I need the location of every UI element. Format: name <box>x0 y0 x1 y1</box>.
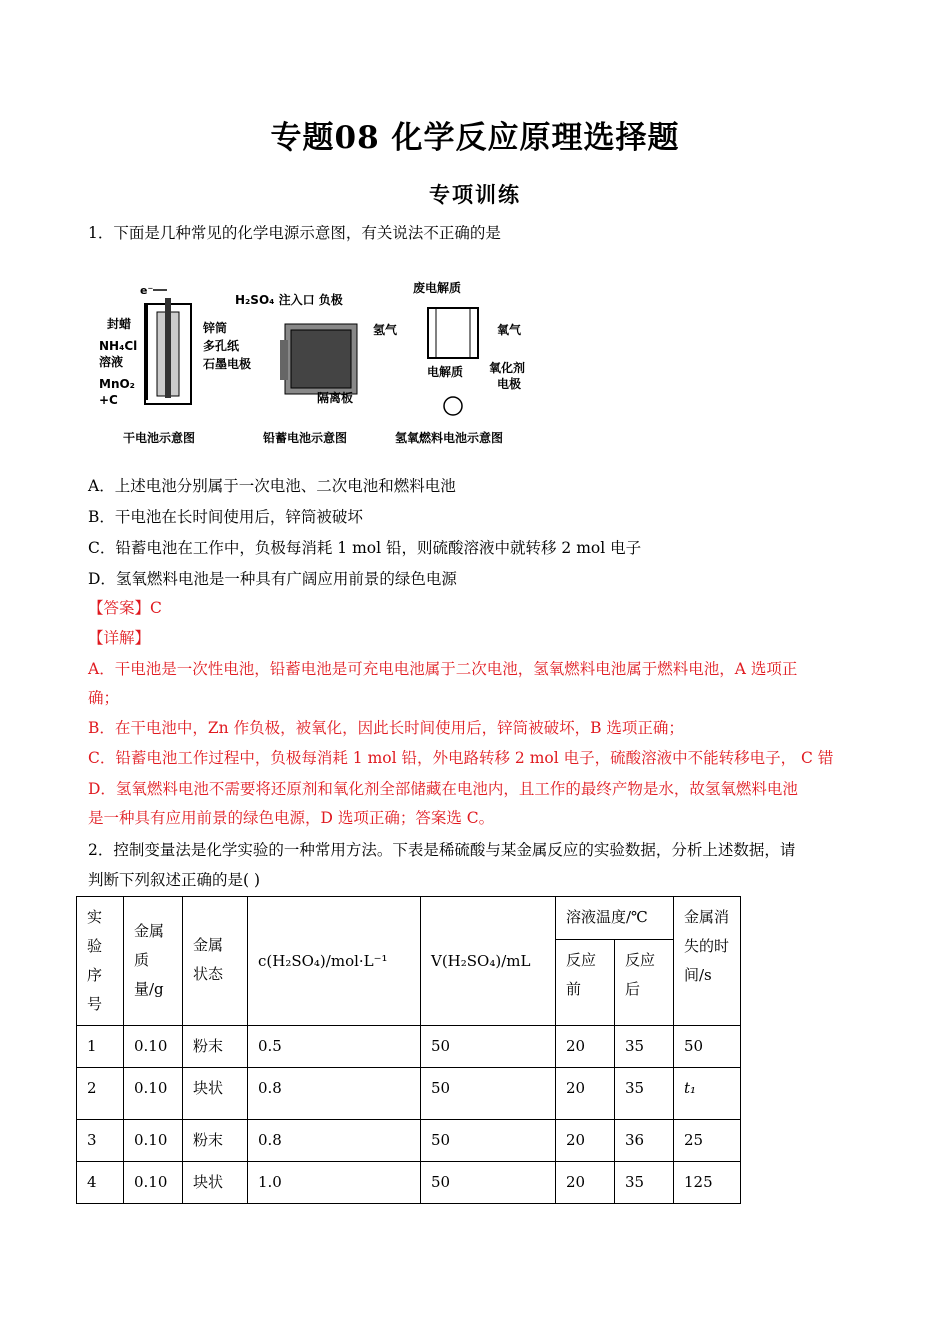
q2-stem-line1: 2．控制变量法是化学实验的一种常用方法。下表是稀硫酸与某金属反应的实验数据，分析上述数据，请 <box>88 841 796 859</box>
header-vol: V(H₂SO₄)/mL <box>421 897 556 1026</box>
section-subtitle: 专项训练 <box>429 182 521 207</box>
cell: 50 <box>421 1120 556 1162</box>
table-row <box>77 1162 741 1204</box>
fuel-electrode-label: 电极 <box>497 377 522 391</box>
q1-detail-line: B．在干电池中，Zn 作负极，被氧化，因此长时间使用后，锌筒被破坏，B 选项正确； <box>88 719 684 737</box>
dry-label-graphite: 石墨电极 <box>203 357 252 371</box>
table-header-row <box>77 897 741 940</box>
lead-top-label: H₂SO₄ 注入口 负极 <box>235 293 343 307</box>
page-title: 专题08 化学反应原理选择题 <box>270 120 680 156</box>
q1-option-a: A．上述电池分别属于一次电池、二次电池和燃料电池 <box>88 477 456 495</box>
dry-label-mno2: MnO₂ <box>99 377 135 391</box>
battery-figure <box>95 280 555 450</box>
q1-detail-line: C．铅蓄电池工作过程中，负极每消耗 1 mol 铅，外电路转移 2 mol 电子，硫酸溶液中不能转移电子， C 错 <box>88 749 834 767</box>
cell: 125 <box>674 1162 741 1204</box>
dry-label-wax: 封蜡 <box>107 317 132 331</box>
cell: 0.8 <box>248 1120 421 1162</box>
table-row <box>77 1120 741 1162</box>
header-before: 反应前 <box>556 940 615 1026</box>
cell: 20 <box>556 1026 615 1068</box>
cell: 50 <box>421 1162 556 1204</box>
fuel-caption: 氢氧燃料电池示意图 <box>395 431 504 445</box>
cell: 20 <box>556 1068 615 1120</box>
cell: 36 <box>615 1120 674 1162</box>
q2-stem-line2: 判断下列叙述正确的是( ) <box>88 871 261 889</box>
table-row <box>77 1068 741 1120</box>
q1-detail-line: A．干电池是一次性电池，铅蓄电池是可充电电池属于二次电池，氢氧燃料电池属于燃料电池，A 选项正 <box>88 660 798 678</box>
dry-cell-diagram <box>99 284 251 445</box>
cell: 0.10 <box>124 1162 183 1204</box>
header-state: 金属状态 <box>183 897 248 1026</box>
fuel-electrolyte-label: 电解质 <box>427 365 464 379</box>
lead-caption: 铅蓄电池示意图 <box>263 431 348 445</box>
dry-label-c: +C <box>99 393 118 407</box>
cell: 35 <box>615 1068 674 1120</box>
dry-label-paper: 多孔纸 <box>203 339 240 353</box>
cell: 0.8 <box>248 1068 421 1120</box>
dry-label-solution: 溶液 <box>99 355 124 369</box>
cell: 3 <box>77 1120 124 1162</box>
cell: 粉末 <box>183 1026 248 1068</box>
cell: 50 <box>421 1068 556 1120</box>
q1-detail-line: 是一种具有应用前景的绿色电源，D 选项正确；答案选 C。 <box>88 809 495 827</box>
electron-label: e⁻ <box>140 284 154 297</box>
header-conc: c(H₂SO₄)/mol·L⁻¹ <box>248 897 421 1026</box>
q1-detail-label: 【详解】 <box>88 629 151 647</box>
lead-separator-label: 隔离板 <box>317 391 354 405</box>
header-exp: 实验序号 <box>77 897 124 1026</box>
q1-option-c: C．铅蓄电池在工作中，负极每消耗 1 mol 铅，则硫酸溶液中就转移 2 mol 电子 <box>88 539 642 557</box>
cell: 20 <box>556 1120 615 1162</box>
experiment-table <box>76 896 741 1204</box>
fuel-waste-label: 废电解质 <box>413 281 462 295</box>
cell: 20 <box>556 1162 615 1204</box>
cell: 2 <box>77 1068 124 1120</box>
q1-answer: 【答案】C <box>88 599 162 617</box>
table-row <box>77 1026 741 1068</box>
header-time: 金属消失的时间/s <box>674 897 741 1026</box>
fuel-cell-diagram <box>373 280 525 445</box>
header-after: 反应后 <box>615 940 674 1026</box>
header-mass: 金属质量/g <box>124 897 183 1026</box>
cell: 1.0 <box>248 1162 421 1204</box>
cell: 35 <box>615 1026 674 1068</box>
cell: 35 <box>615 1162 674 1204</box>
header-temp: 溶液温度/℃ <box>556 897 674 940</box>
lead-acid-diagram <box>235 292 357 445</box>
cell: 50 <box>421 1026 556 1068</box>
cell: 0.10 <box>124 1068 183 1120</box>
q1-option-b: B．干电池在长时间使用后，锌筒被破坏 <box>88 508 363 526</box>
dry-label-nh4cl: NH₄Cl <box>99 339 138 353</box>
cell: 1 <box>77 1026 124 1068</box>
cell: 0.10 <box>124 1026 183 1068</box>
cell: 块状 <box>183 1068 248 1120</box>
cell: 4 <box>77 1162 124 1204</box>
dry-label-zinc: 锌筒 <box>203 321 228 335</box>
cell: 25 <box>674 1120 741 1162</box>
cell: 0.5 <box>248 1026 421 1068</box>
q1-detail-line: 确； <box>88 689 120 707</box>
cell: 50 <box>674 1026 741 1068</box>
cell: t₁ <box>674 1068 741 1120</box>
dry-caption: 干电池示意图 <box>123 431 196 445</box>
cell: 块状 <box>183 1162 248 1204</box>
q1-option-d: D．氢氧燃料电池是一种具有广阔应用前景的绿色电源 <box>88 570 457 588</box>
fuel-h2-label: 氢气 <box>373 323 398 337</box>
fuel-oxidant-label: 氧化剂 <box>489 361 526 375</box>
q1-detail-line: D．氢氧燃料电池不需要将还原剂和氧化剂全部储藏在电池内，且工作的最终产物是水，故氢氧燃料电池 <box>88 780 798 798</box>
q1-stem: 1．下面是几种常见的化学电源示意图，有关说法不正确的是 <box>88 224 501 242</box>
cell: 0.10 <box>124 1120 183 1162</box>
fuel-o2-label: 氧气 <box>497 323 522 337</box>
cell: 粉末 <box>183 1120 248 1162</box>
